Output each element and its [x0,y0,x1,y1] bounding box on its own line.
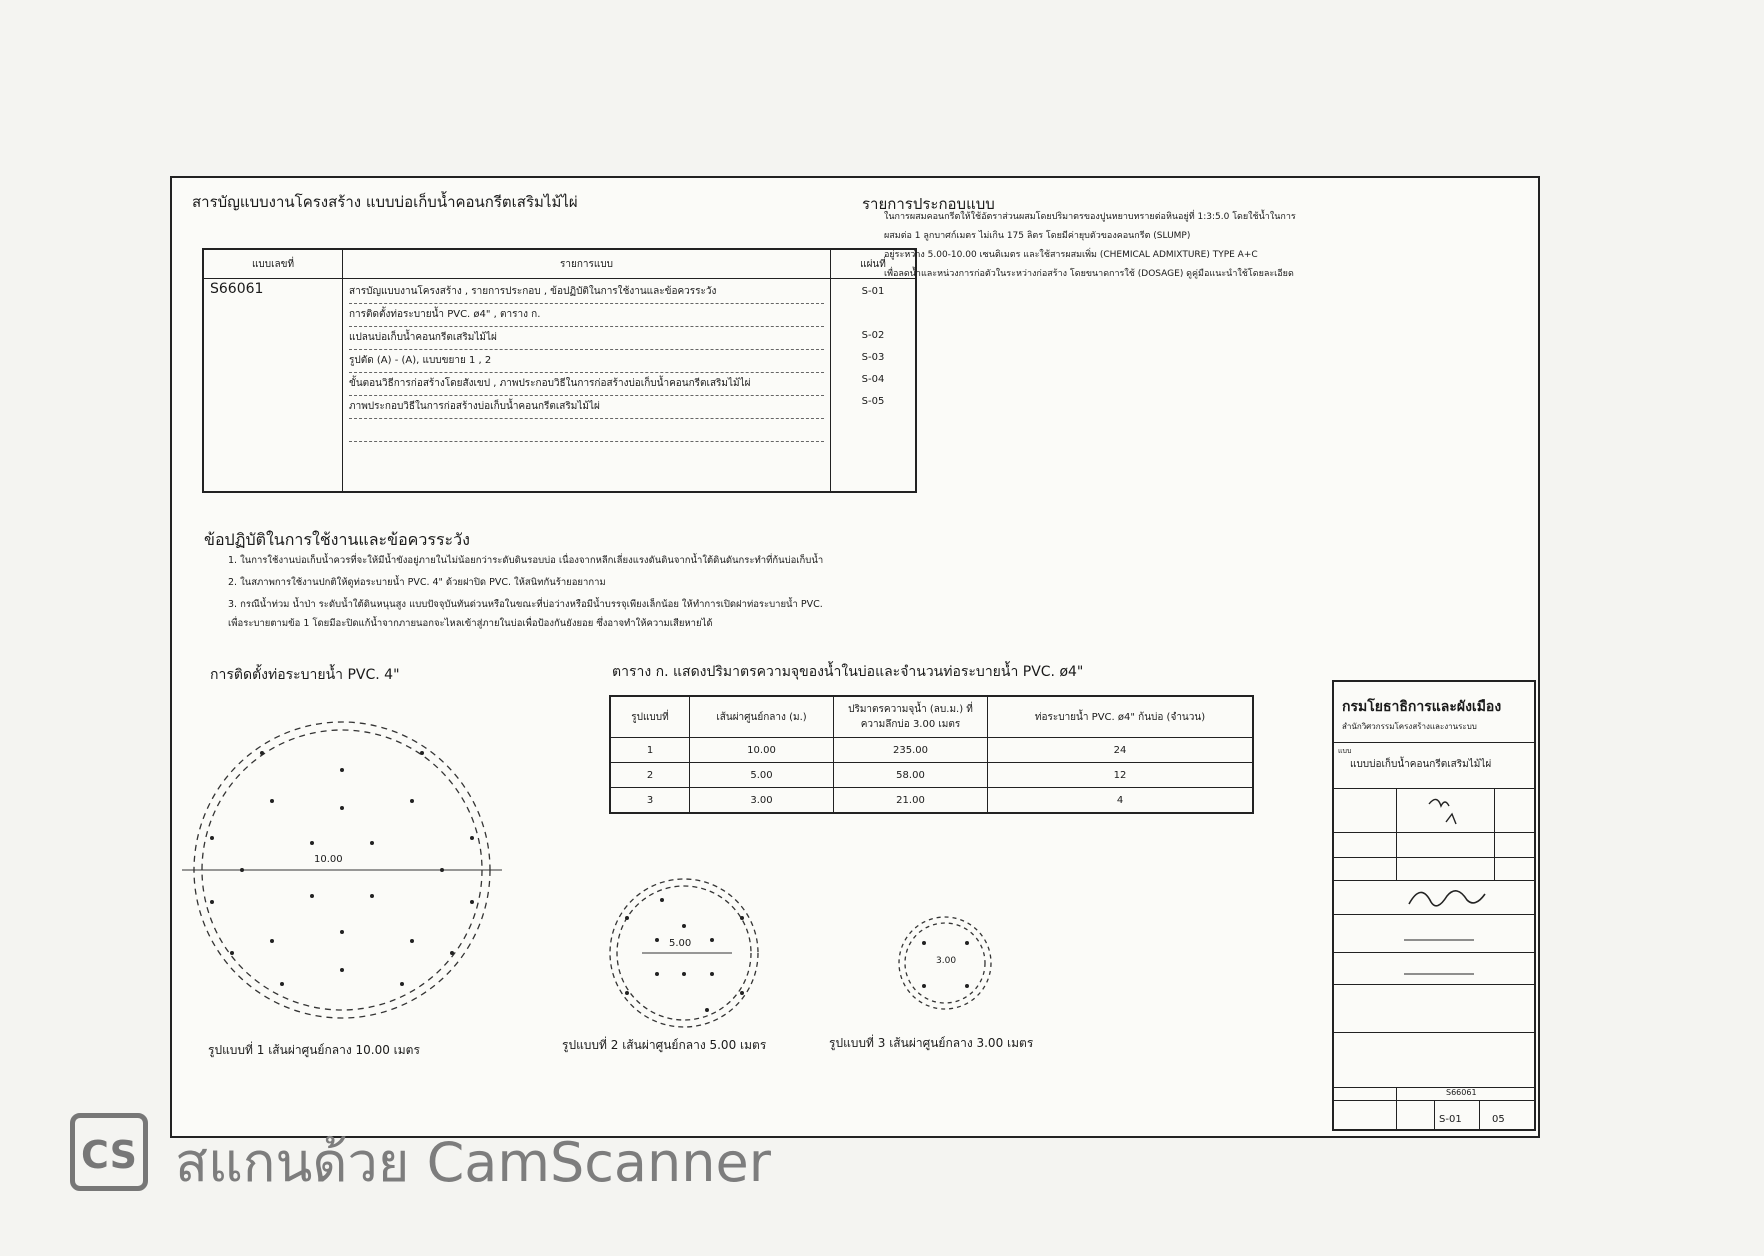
index-item: ภาพประกอบวิธีในการก่อสร้างบ่อเก็บน้ำคอนกรีตเสริมไม้ไผ่ [349,396,824,419]
title-block-drawing-no: S66061 [1446,1088,1477,1097]
table-a-header: ท่อระบายน้ำ PVC. ø4" ก้นบ่อ (จำนวน) [988,696,1254,738]
drain-dots-1 [210,751,474,986]
spec-line: ในการผสมคอนกรีตให้ใช้อัตราส่วนผสมโดยปริมาตรของปูนหยาบทรายต่อหินอยู่ที่ 1:3:5.0 โดยใช้น้ำในการ [884,212,1296,222]
signatures [1334,682,1534,1129]
project-label: แบบ [1338,747,1352,755]
index-item: รูปตัด (A) - (A), แบบขยาย 1 , 2 [349,350,824,373]
caption-2: รูปแบบที่ 2 เส้นผ่าศูนย์กลาง 5.00 เมตร [562,1038,767,1052]
caption-3: รูปแบบที่ 3 เส้นผ่าศูนย์กลาง 3.00 เมตร [829,1036,1034,1050]
index-item: ขั้นตอนวิธีการก่อสร้างโดยสังเขป , ภาพประกอบวิธีในการก่อสร้างบ่อเก็บน้ำคอนกรีตเสริมไม้ไผ่ [349,373,824,396]
index-sheet: S-02 [861,330,885,341]
spec-line: เพื่อลดน้ำและหน่วงการก่อตัวในระหว่างก่อสร้าง โดยขนาดการใช้ (DOSAGE) ดูคู่มือแนะนำใช้โดยละเอียด [884,269,1294,279]
title-block [1332,680,1536,1131]
table-cell: 1 [610,738,690,763]
dim-label-3: 3.00 [936,956,957,966]
note-item: 3. กรณีน้ำท่วม น้ำป่า ระดับน้ำใต้ดินหนุนสูง แบบปัจจุบันทันด่วนหรือในขณะที่บ่อว่างหรือมีน้ำบรรจุเพียงเล็กน้อย ให้ทำการเปิดฝาท่อระบายน้ำ PVC. [228,599,823,610]
table-cell: 58.00 [834,763,988,788]
index-sheet: S-03 [861,352,885,363]
table-cell: 2 [610,763,690,788]
spec-line: ผสมต่อ 1 ลูกบาศก์เมตร ไม่เกิน 175 ลิตร โดยมีค่ายุบตัวของคอนกรีต (SLUMP) [884,231,1191,241]
table-cell: 3.00 [690,788,834,814]
table-cell: 235.00 [834,738,988,763]
table-a-header: รูปแบบที่ [610,696,690,738]
index-item: แปลนบ่อเก็บน้ำคอนกรีตเสริมไม้ไผ่ [349,327,824,350]
spec-title: รายการประกอบแบบ [862,195,995,213]
index-header-no: แบบเลขที่ [203,249,343,279]
division-name: สำนักวิศวกรรมโครงสร้างและงานระบบ [1342,722,1477,731]
table-cell: 4 [988,788,1254,814]
install-title: การติดตั้งท่อระบายน้ำ PVC. 4" [210,667,400,683]
table-cell: 3 [610,788,690,814]
index-item: สารบัญแบบงานโครงสร้าง , รายการประกอบ , ข้อปฏิบัติในการใช้งานและข้อควรระวัง [349,281,824,304]
notes-title: ข้อปฏิบัติในการใช้งานและข้อควรระวัง [204,530,470,549]
camscanner-watermark [70,1113,1070,1197]
sheet-no: S-01 [1439,1114,1462,1125]
table-a-title: ตาราง ก. แสดงปริมาตรความจุของน้ำในบ่อและจำนวนท่อระบายน้ำ PVC. ø4" [612,664,1084,680]
caption-1: รูปแบบที่ 1 เส้นผ่าศูนย์กลาง 10.00 เมตร [208,1043,420,1057]
table-cell: 21.00 [834,788,988,814]
drain-dots-2 [625,898,744,1012]
note-item: เพื่อระบายตามข้อ 1 โดยมีอะปิดแก้น้ำจากภายนอกจะไหลเข้าสู่ภายในบ่อเพื่อป้องกันยังยอย ซึ่งอาจทำให้ความเสียหายได้ [228,618,713,629]
table-a-header: เส้นผ่าศูนย์กลาง (ม.) [690,696,834,738]
index-title: สารบัญแบบงานโครงสร้าง แบบบ่อเก็บน้ำคอนกรีตเสริมไม้ไผ่ [192,193,578,211]
index-drawing-no: S66061 [210,281,264,297]
dim-label-1: 10.00 [314,854,343,865]
dim-label-2: 5.00 [669,938,692,949]
note-item: 1. ในการใช้งานบ่อเก็บน้ำควรที่จะให้มีน้ำขังอยู่ภายในไม่น้อยกว่าระดับดินรอบบ่อ เนื่องจากหลีกเลี่ยงแรงดันดินจากน้ำใต้ดินดันกระทำที่ก้นบ่อเก็บน้ำ [228,555,824,566]
index-sheet: S-04 [861,374,885,385]
table-a-header: ปริมาตรความจุน้ำ (ลบ.ม.) ที่ความลึกบ่อ 3.00 เมตร [834,696,988,738]
note-item: 2. ในสภาพการใช้งานปกติให้ดูท่อระบายน้ำ PVC. 4" ด้วยฝาปิด PVC. ให้สนิทกันร้ายอยากาม [228,577,606,588]
camscanner-text: สแกนด้วย CamScanner [175,1131,771,1194]
index-header-sheet: แผ่นที่ [831,249,917,279]
project-name: แบบบ่อเก็บน้ำคอนกรีตเสริมไม้ไผ่ [1350,759,1492,770]
camscanner-logo: CS [70,1113,148,1191]
spec-line: อยู่ระหว่าง 5.00-10.00 เซนติเมตร และใช้สารผสมเพิ่ม (CHEMICAL ADMIXTURE) TYPE A+C [884,250,1258,260]
index-sheet: S-05 [861,396,885,407]
total-sheets: 05 [1492,1114,1505,1125]
index-sheet: S-01 [861,286,885,297]
table-cell: 5.00 [690,763,834,788]
index-item: การติดตั้งท่อระบายน้ำ PVC. ø4" , ตาราง ก. [349,304,824,327]
index-header-item: รายการแบบ [343,249,831,279]
table-cell: 12 [988,763,1254,788]
agency-name: กรมโยธาธิการและผังเมือง [1342,699,1502,715]
table-cell: 10.00 [690,738,834,763]
table-cell: 24 [988,738,1254,763]
drawing-sheet [170,176,1540,1138]
